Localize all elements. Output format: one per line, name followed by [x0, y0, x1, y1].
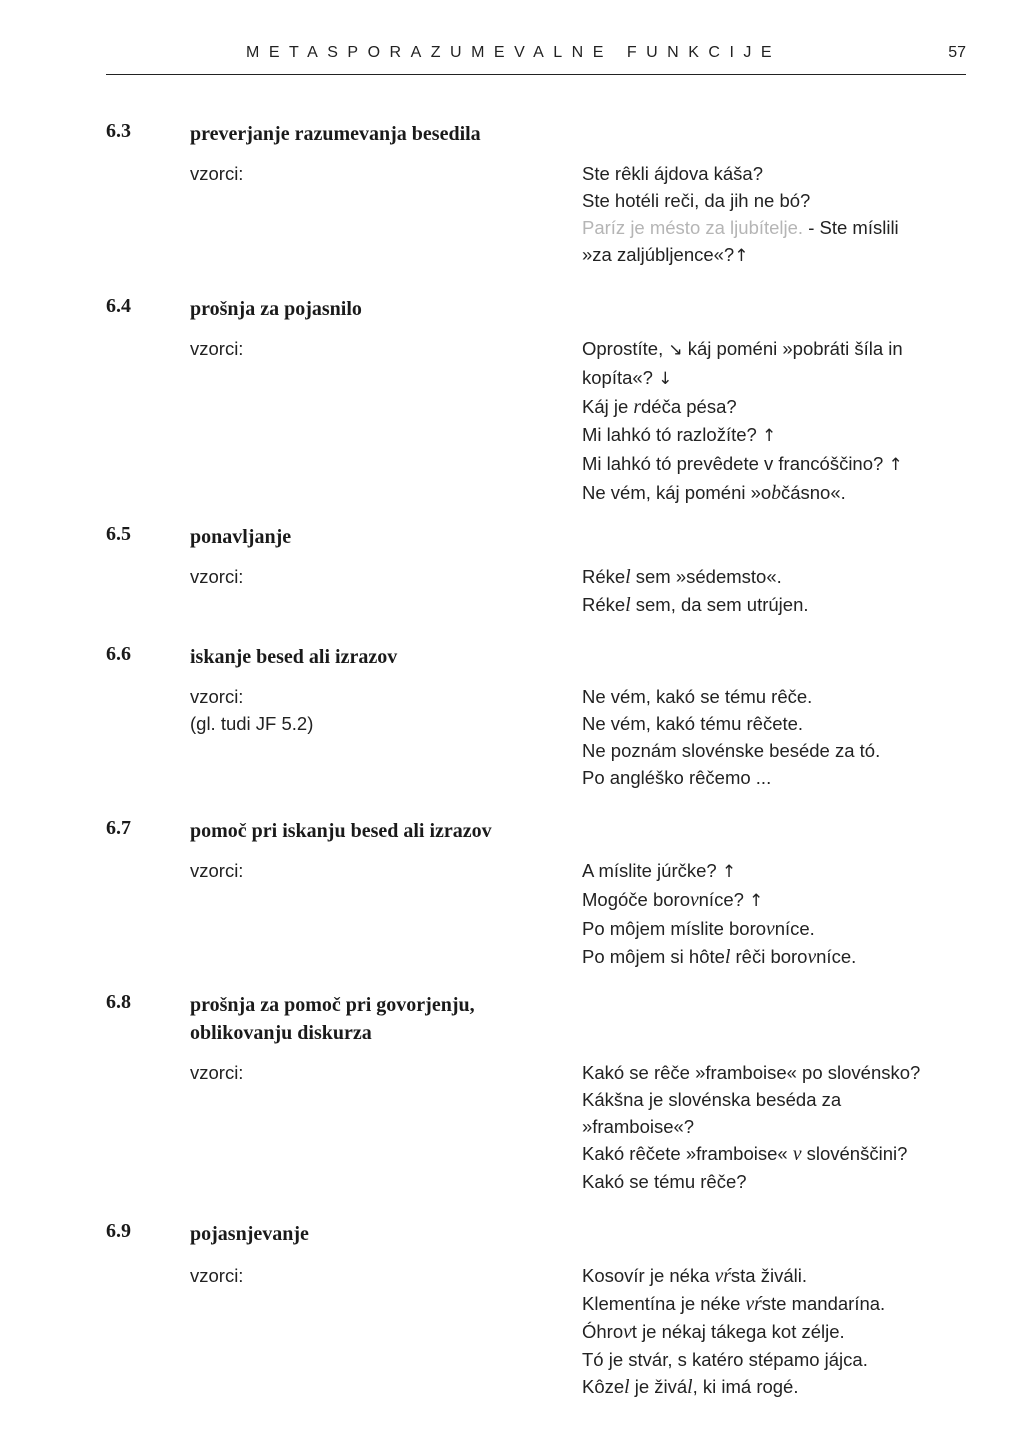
section-number: 6.4	[106, 295, 131, 317]
example-line: Kosovír je néka vŕsta živáli.	[582, 1265, 807, 1287]
example-line: Óhrovt je nékaj tákega kot zélje.	[582, 1321, 845, 1343]
samples-label: vzorci:	[190, 1062, 244, 1083]
section-title: prošnja za pomoč pri govorjenju, oblikovanju diskurza	[190, 994, 475, 1044]
section-title: prošnja za pojasnilo	[190, 298, 362, 320]
page-header	[106, 42, 966, 75]
arrow-up-icon: ↑	[888, 455, 903, 475]
samples-label: vzorci:	[190, 1265, 244, 1286]
grayed-example: Paríz je mésto za ljubítelje.	[582, 217, 804, 238]
example-line: A míslite júrčke? ↑	[582, 860, 737, 882]
example-line: Kakó se rêče »framboise« po slovénsko?	[582, 1062, 921, 1083]
page-number: 57	[948, 44, 966, 61]
example-line: Po môjem si hôtel rêči borovníce.	[582, 946, 857, 968]
example-line: Oprostíte, ↘ káj poméni »pobráti šíla in	[582, 338, 903, 360]
example-line: Kakó rêčete »framboise« v slovénščini?	[582, 1143, 908, 1165]
example-line: »za zaljúbljence«?↑	[582, 244, 749, 266]
example-line: Ne vém, kakó tému rêčete.	[582, 713, 804, 734]
section-title: pomoč pri iskanju besed ali izrazov	[190, 820, 492, 842]
example-line: »framboise«?	[582, 1116, 695, 1137]
example-line: Káj je rdéča pésa?	[582, 396, 737, 418]
section-number: 6.6	[106, 643, 131, 665]
example-line: Mogóče borovníce? ↑	[582, 889, 764, 911]
section-title: preverjanje razumevanja besedila	[190, 123, 481, 145]
section-title: iskanje besed ali izrazov	[190, 646, 398, 668]
example-list	[582, 563, 982, 619]
example-line: Paríz je mésto za ljubítelje. - Ste míslili	[582, 217, 899, 238]
arrow-down-icon: ↓	[658, 369, 673, 389]
samples-label: vzorci:	[190, 566, 244, 587]
arrow-up-icon: ↑	[721, 862, 737, 882]
section-number: 6.9	[106, 1220, 131, 1242]
section-title: pojasnjevanje	[190, 1223, 309, 1245]
example-line: Kakó se tému rêče?	[582, 1171, 747, 1192]
arrow-down-right-icon: ↘	[668, 340, 683, 360]
example-line: Po môjem míslite borovníce.	[582, 918, 815, 940]
example-line: Ste hotéli reči, da jih ne bó?	[582, 190, 811, 211]
example-line: Ne vém, káj poméni »občásno«.	[582, 482, 846, 504]
section-number: 6.5	[106, 523, 131, 545]
example-line: Po angléško rêčemo ...	[582, 767, 772, 788]
example-line: kopíta«? ↓	[582, 367, 673, 389]
example-line: Ste rêkli ájdova káša?	[582, 163, 763, 184]
example-line: Ne vém, kakó se tému rêče.	[582, 686, 813, 707]
example-line: Kôzel je živál, ki imá rogé.	[582, 1376, 799, 1398]
samples-label: vzorci:	[190, 686, 244, 707]
example-line: Mi lahkó tó razložíte? ↑	[582, 424, 777, 446]
samples-label: vzorci:	[190, 163, 244, 184]
section-number: 6.8	[106, 991, 131, 1013]
section-title: ponavljanje	[190, 526, 292, 548]
samples-label: vzorci:	[190, 338, 244, 359]
example-list	[582, 335, 982, 507]
example-list	[582, 160, 982, 270]
samples-label: vzorci:	[190, 860, 244, 881]
arrow-up-icon: ↑	[749, 891, 764, 911]
running-title: METASPORAZUMEVALNE FUNKCIJE	[246, 44, 782, 61]
example-list	[582, 1059, 982, 1195]
example-line: Mi lahkó tó prevêdete v francóščino? ↑	[582, 453, 903, 475]
arrow-up-icon: ↑	[734, 246, 749, 266]
section-number: 6.3	[106, 120, 131, 142]
example-list	[582, 1262, 982, 1401]
section-number: 6.7	[106, 817, 131, 839]
example-line: Ne poznám slovénske beséde za tó.	[582, 740, 881, 761]
example-list	[582, 683, 982, 791]
example-line: Kákšna je slovénska beséda za	[582, 1089, 842, 1110]
example-line: Rékel sem, da sem utrújen.	[582, 594, 809, 616]
example-list	[582, 857, 982, 971]
example-line: Rékel sem »sédemsto«.	[582, 566, 782, 588]
arrow-up-icon: ↑	[761, 426, 777, 446]
example-line: Tó je stvár, s katéro stépamo jájca.	[582, 1349, 868, 1370]
cross-reference-note: (gl. tudi JF 5.2)	[190, 713, 314, 734]
example-line: Klementína je néke vŕste mandarína.	[582, 1293, 886, 1315]
